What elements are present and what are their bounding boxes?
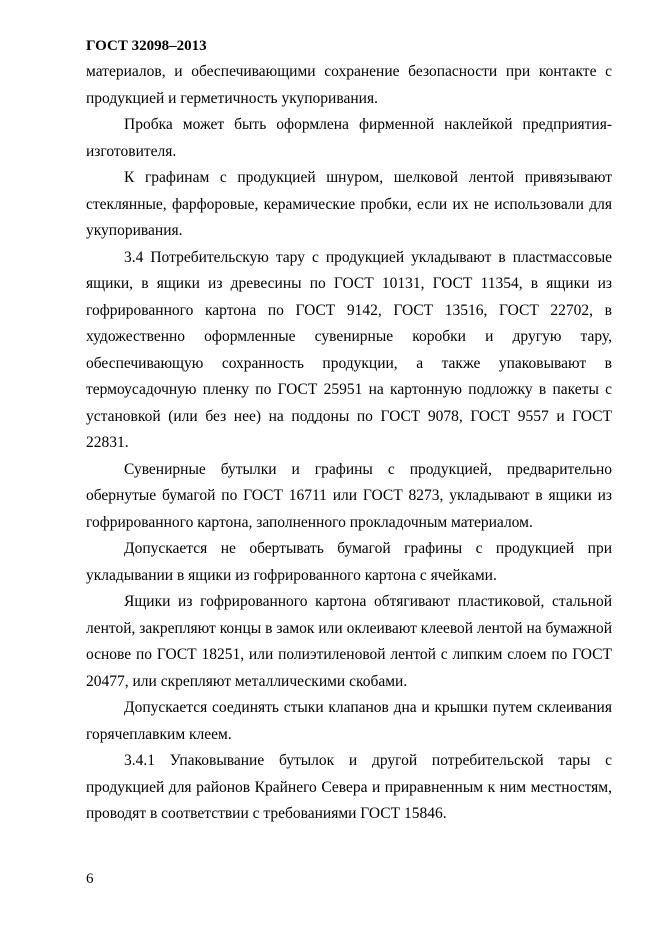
page-number: 6 [86,871,94,887]
paragraph-souvenir-bottles: Сувенирные бутылки и графины с продукцией, предварительно обернутые бумагой по ГОСТ 16711 или ГОСТ 8273, укладывают в ящики из гофрированного картона, заполненного прокладочным материалом. [86,460,612,531]
paragraph-box-strapping: Ящики из гофрированного картона обтягивают пластиковой, стальной лентой, закрепляют концы в замок или оклеивают клеевой лентой на бумажной основе по ГОСТ 18251, или полиэтиленовой лентой с липким слоем по ГОСТ 20477, или скрепляют металлическими скобами. [86,593,612,690]
paragraph-hot-melt: Допускается соединять стыки клапанов дна и крышки путем склеивания горячеплавким клеем. [86,699,612,743]
document-body [86,59,612,828]
paragraph-section-3-4-1: 3.4.1 Упаковывание бутылок и другой потребительской тары с продукцией для районов Крайнего Севера и приравненным к ним местностям, проводят в соответствии с требованиями ГОСТ 15846. [86,752,612,822]
paragraph-decanter-stoppers: К графинам с продукцией шнуром, шелковой лентой привязывают стеклянные, фарфоровые, керамические пробки, если их не использовали для укупоривания. [86,169,612,239]
paragraph-stopper-label: Пробка может быть оформлена фирменной наклейкой предприятия-изготовителя. [86,116,612,160]
paragraph-section-3-4: 3.4 Потребительскую тару с продукцией укладывают в пластмассовые ящики, в ящики из древесины по ГОСТ 10131, ГОСТ 11354, в ящики из гофрированного картона по ГОСТ 9142, ГОСТ 13516, ГОСТ 22702, в художественно оформленные сувенирные коробки и другую тару, обеспечивающую сохранность продукции, а также упаковывают в термоусадочную пленку по ГОСТ 25951 на картонную подложку в пакеты с установкой (или без нее) на поддоны по ГОСТ 9078, ГОСТ 9557 и ГОСТ 22831. [86,248,612,451]
document-header-title: ГОСТ 32098–2013 [86,38,207,54]
paragraph-continuation: материалов, и обеспечивающими сохранение безопасности при контакте с продукцией и герметичность укупоривания. [86,63,612,107]
paragraph-no-wrapping: Допускается не обертывать бумагой графины с продукцией при укладывании в ящики из гофрированного картона с ячейками. [86,540,612,584]
